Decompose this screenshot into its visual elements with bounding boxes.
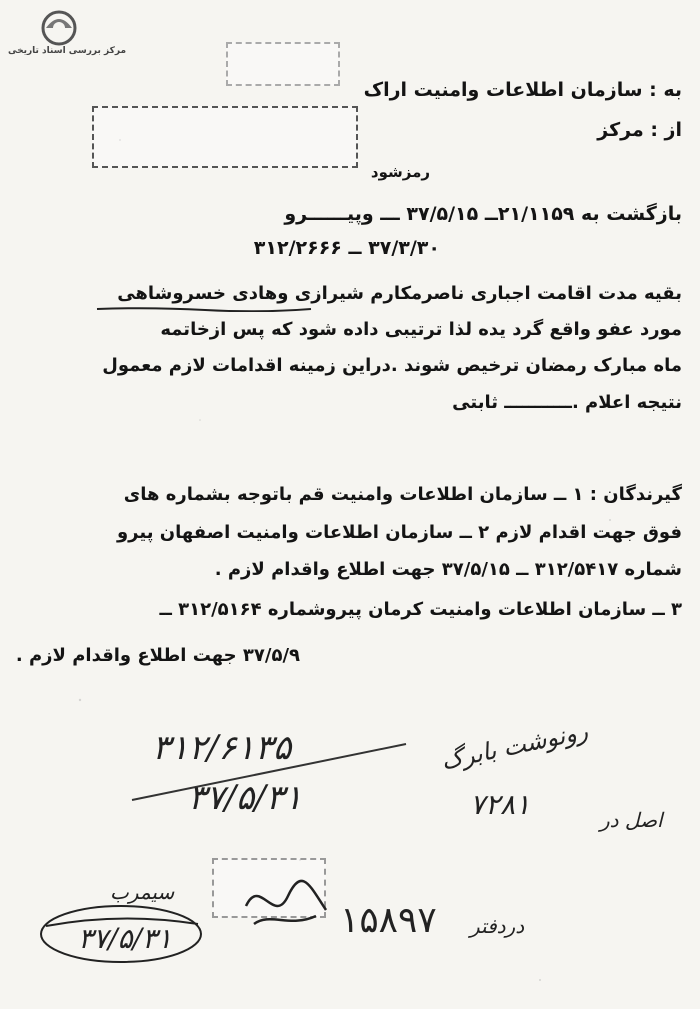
- classification-stamp-box: [92, 106, 358, 168]
- logo-caption: مرکز بررسی اسناد تاریخی: [8, 46, 127, 56]
- handwritten-number: ۳۱۲/۶۱۳۵: [152, 728, 292, 768]
- signature-date: ۳۷/۵/۳۱: [78, 922, 173, 955]
- register-label: دردفتر: [470, 914, 525, 938]
- handwritten-note-2: اصل در: [600, 808, 663, 832]
- body-line-2: مورد عفو واقع گرد یده لذا ترتیبی داده شود که پس ازخاتمه: [160, 319, 682, 340]
- signature-scribble: [240, 866, 336, 936]
- recipients-line-3: شماره ۳۱۲/۵۴۱۷ ــ ۳۷/۵/۱۵ جهت اطلاع واقدام لازم .: [214, 559, 682, 580]
- recipients-line-2: فوق جهت اقدام لازم ۲ ــ سازمان اطلاعات وامنیت اصفهان پیرو: [116, 522, 682, 543]
- handwritten-note-number: ۷۲۸۱: [470, 788, 531, 821]
- body-line-3: ماه مبارک رمضان ترخیص شوند .دراین زمینه اقدامات لازم معمول: [102, 355, 682, 376]
- handwritten-note: رونوشت بابرگ: [438, 716, 591, 776]
- reference-line-2: ۳۷/۳/۳۰ ــ ۳۱۲/۲۶۶۶: [253, 237, 440, 259]
- handwritten-date: ۳۷/۵/۳۱: [188, 778, 303, 818]
- coded-label: رمزشود: [370, 163, 430, 181]
- body-line-4: نتیجه اعلام .ـــــــــــ ثابتی: [452, 392, 682, 413]
- recipients-line-5: ۳۷/۵/۹ جهت اطلاع واقدام لازم .: [15, 645, 300, 666]
- faint-stamp-box: [226, 42, 340, 86]
- recipients-line-4: ۳ ــ سازمان اطلاعات وامنیت کرمان پیروشماره ۳۱۲/۵۱۶۴ ــ: [159, 599, 682, 620]
- name-underline: [95, 306, 313, 312]
- recipients-line-1: گیرندگان : ۱ ــ سازمان اطلاعات وامنیت قم باتوجه بشماره های: [123, 484, 682, 505]
- body-line-1: بقیه مدت اقامت اجباری ناصرمکارم شیرازی وهادی خسروشاهی: [117, 283, 682, 304]
- reference-line-1: بازگشت به ۲۱/۱۱۵۹ــ ۳۷/۵/۱۵ ـــ وپیــــــرو: [284, 203, 682, 225]
- signature-text: سیمرب: [110, 880, 175, 904]
- to-line: به : سازمان اطلاعات وامنیت اراک: [363, 79, 682, 101]
- from-line: از : مرکز: [597, 119, 682, 141]
- register-number: ۱۵۸۹۷: [340, 900, 437, 941]
